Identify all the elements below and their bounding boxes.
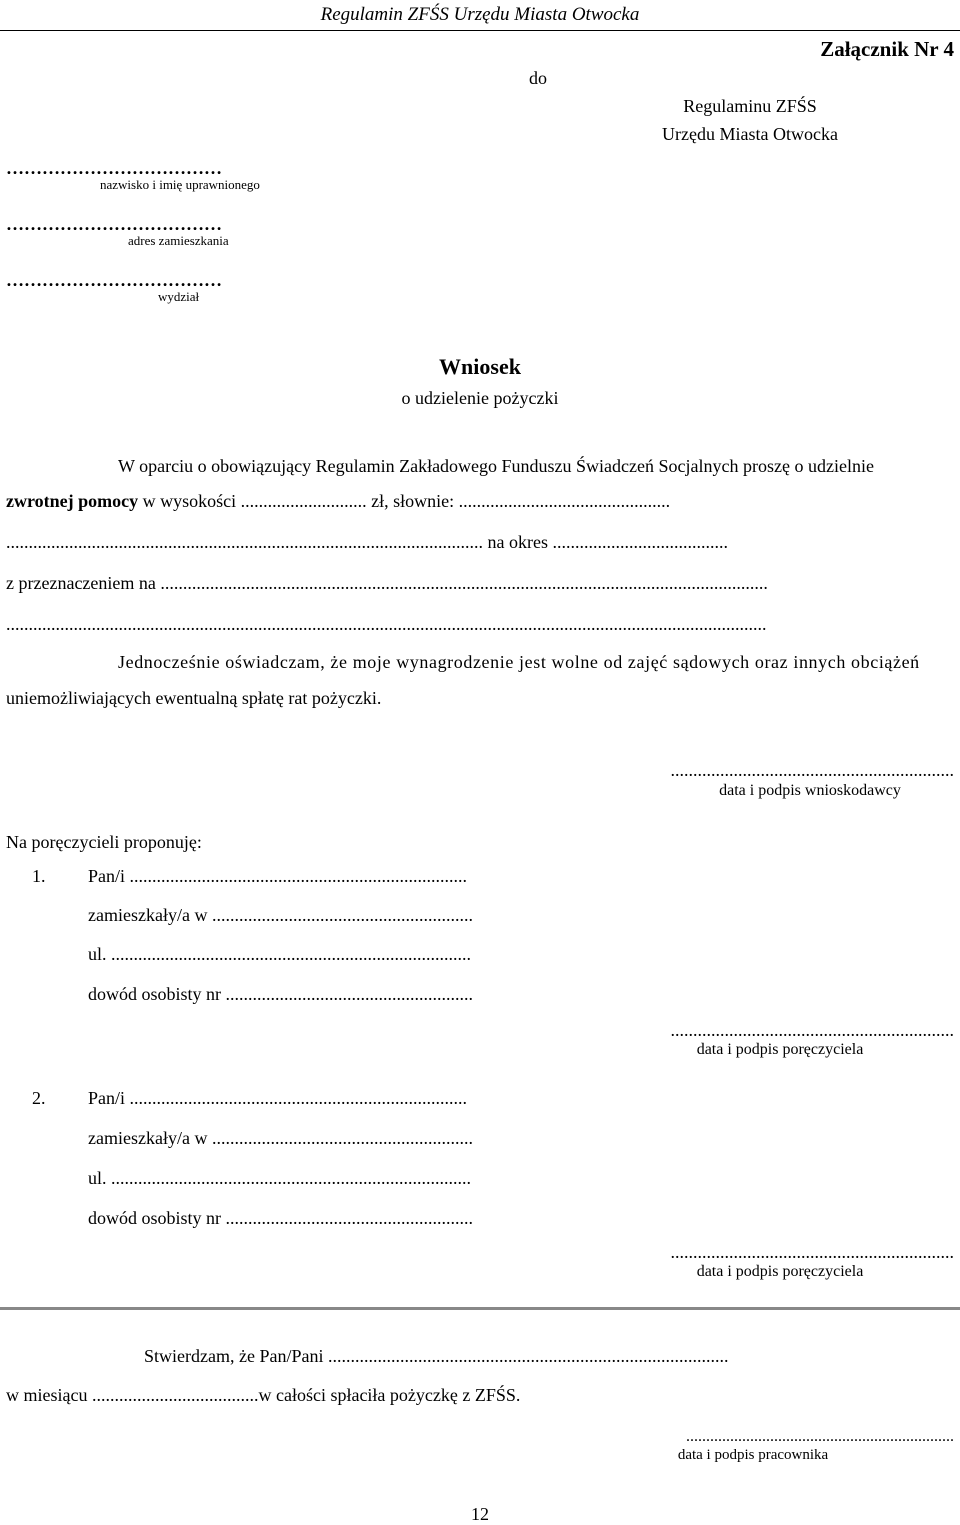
declaration-line2: uniemożliwiających ewentualną spłatę rat pożyczki. bbox=[6, 688, 382, 708]
guarantor-1-residence: zamieszkały/a w .......................................................... bbox=[88, 905, 473, 925]
annex-line2: Urzędu Miasta Otwocka bbox=[662, 124, 838, 144]
applicant-name-caption: nazwisko i imię uprawnionego bbox=[100, 177, 260, 192]
declaration-line1: Jednocześnie oświadczam, że moje wynagrodzenie jest wolne od zajęć sądowych oraz innych obciążeń bbox=[118, 652, 920, 672]
annex-title: Załącznik Nr 4 bbox=[820, 37, 954, 61]
body-line2-bold: zwrotnej pomocy bbox=[6, 491, 139, 511]
body-line2-rest: w wysokości ............................ zł, słownie: ............................................... bbox=[138, 491, 671, 511]
confirmation-line2: w miesiącu .....................................w całości spłaciła pożyczkę z ZFŚS. bbox=[6, 1385, 521, 1405]
guarantor-1-id: dowód osobisty nr ....................................................... bbox=[88, 984, 474, 1004]
annex-do: do bbox=[529, 68, 547, 88]
page-number: 12 bbox=[471, 1504, 489, 1524]
document-subtitle: o udzielenie pożyczki bbox=[401, 388, 559, 408]
applicant-signature-caption: data i podpis wnioskodawcy bbox=[719, 782, 901, 799]
running-header: Regulamin ZFŚS Urzędu Miasta Otwocka bbox=[320, 4, 640, 25]
applicant-name-dots: ……………………………… bbox=[6, 158, 222, 178]
guarantor-2-signature-caption: data i podpis poręczyciela bbox=[696, 1263, 864, 1280]
body-line2 bbox=[6, 491, 670, 512]
body-line3: .......................................................................................................... na okres ....................................... bbox=[6, 532, 728, 552]
confirmation-line1: Stwierdzam, że Pan/Pani ......................................................................................... bbox=[144, 1346, 729, 1366]
guarantor-1-signature-dots: ............................................................... bbox=[670, 1020, 954, 1040]
applicant-address-dots: ……………………………… bbox=[6, 214, 222, 234]
guarantors-intro: Na poręczycieli proponuję: bbox=[6, 832, 202, 852]
guarantor-1-number: 1. bbox=[32, 866, 46, 886]
body-line5: ......................................................................................................................................................................... bbox=[6, 614, 767, 634]
section-separator bbox=[0, 1307, 960, 1310]
header-rule bbox=[0, 30, 960, 31]
guarantor-2-signature-dots: ............................................................... bbox=[670, 1242, 954, 1262]
guarantor-1-signature-caption: data i podpis poręczyciela bbox=[696, 1041, 864, 1058]
annex-line1: Regulaminu ZFŚS bbox=[683, 96, 817, 116]
guarantor-2-id: dowód osobisty nr ....................................................... bbox=[88, 1208, 474, 1228]
guarantor-1-pan: Pan/i ........................................................................... bbox=[88, 866, 468, 886]
applicant-dept-dots: ……………………………… bbox=[6, 270, 222, 290]
guarantor-2-residence: zamieszkały/a w .......................................................... bbox=[88, 1128, 473, 1148]
applicant-dept-caption: wydział bbox=[158, 289, 200, 304]
body-line4: z przeznaczeniem na ....................................................................................................................................... bbox=[6, 573, 768, 593]
guarantor-2-street: ul. ................................................................................ bbox=[88, 1168, 472, 1188]
applicant-address-caption: adres zamieszkania bbox=[128, 233, 229, 248]
applicant-signature-dots: ............................................................... bbox=[670, 760, 954, 780]
employee-signature-caption: data i podpis pracownika bbox=[677, 1447, 829, 1463]
guarantor-1-street: ul. ................................................................................ bbox=[88, 944, 472, 964]
guarantor-2-number: 2. bbox=[32, 1088, 46, 1108]
guarantor-2-pan: Pan/i ........................................................................... bbox=[88, 1088, 468, 1108]
body-line1: W oparciu o obowiązujący Regulamin Zakładowego Funduszu Świadczeń Socjalnych proszę o udzielnie bbox=[118, 456, 874, 476]
document-title: Wniosek bbox=[439, 354, 521, 379]
employee-signature-dots: ................................................................... bbox=[686, 1428, 954, 1445]
